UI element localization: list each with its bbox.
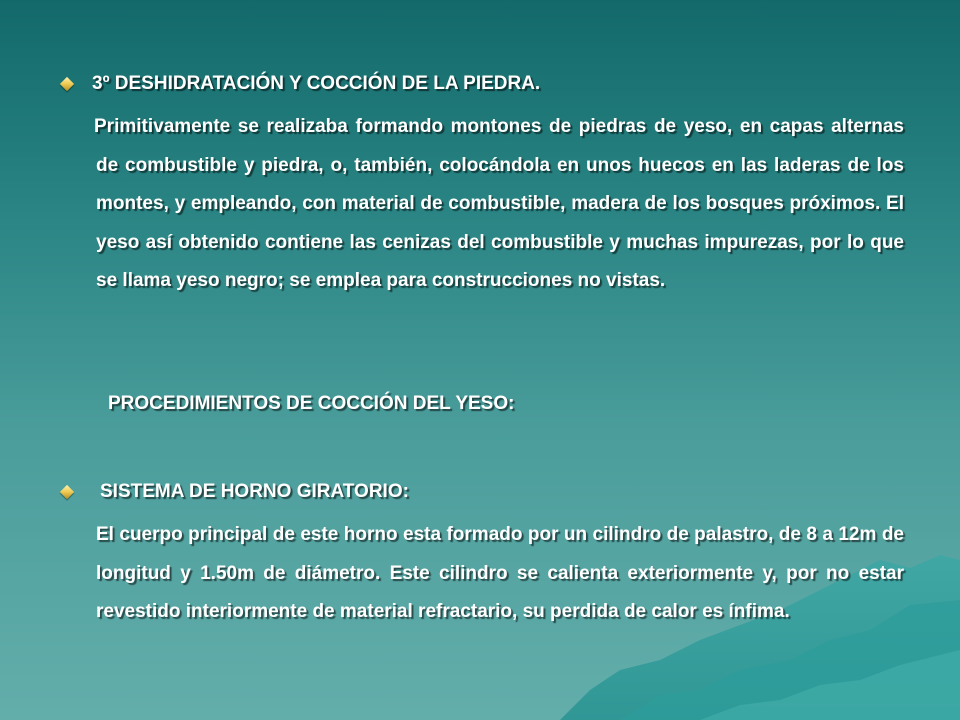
section1-heading-row [62,73,540,95]
procedures-title: PROCEDIMIENTOS DE COCCIÓN DEL YESO: [108,393,515,414]
section2-paragraph: El cuerpo principal de este horno esta formado por un cilindro de palastro, de 8 a 12m de longitud y 1.50m de diámetro. Este cilindro se calienta exteriormente y, por no estar revestido interiormente de material refractario, su perdida de calor es ínfima. [96,524,904,622]
section2-heading: SISTEMA DE HORNO GIRATORIO: [100,481,409,502]
diamond-bullet-icon [60,77,74,91]
section2-heading-row [62,481,409,503]
diamond-bullet-icon [60,485,74,499]
section1-paragraph: Primitivamente se realizaba formando montones de piedras de yeso, en capas alternas de combustible y piedra, o, también, colocándola en unos huecos en las laderas de los montes, y empleando, con material de combustible, madera de los bosques próximos. El yeso así obtenido contiene las cenizas del combustible y muchas impurezas, por lo que se llama yeso negro; se emplea para construcciones no vistas. [94,116,904,291]
section1-heading: 3º DESHIDRATACIÓN Y COCCIÓN DE LA PIEDRA. [92,73,541,94]
